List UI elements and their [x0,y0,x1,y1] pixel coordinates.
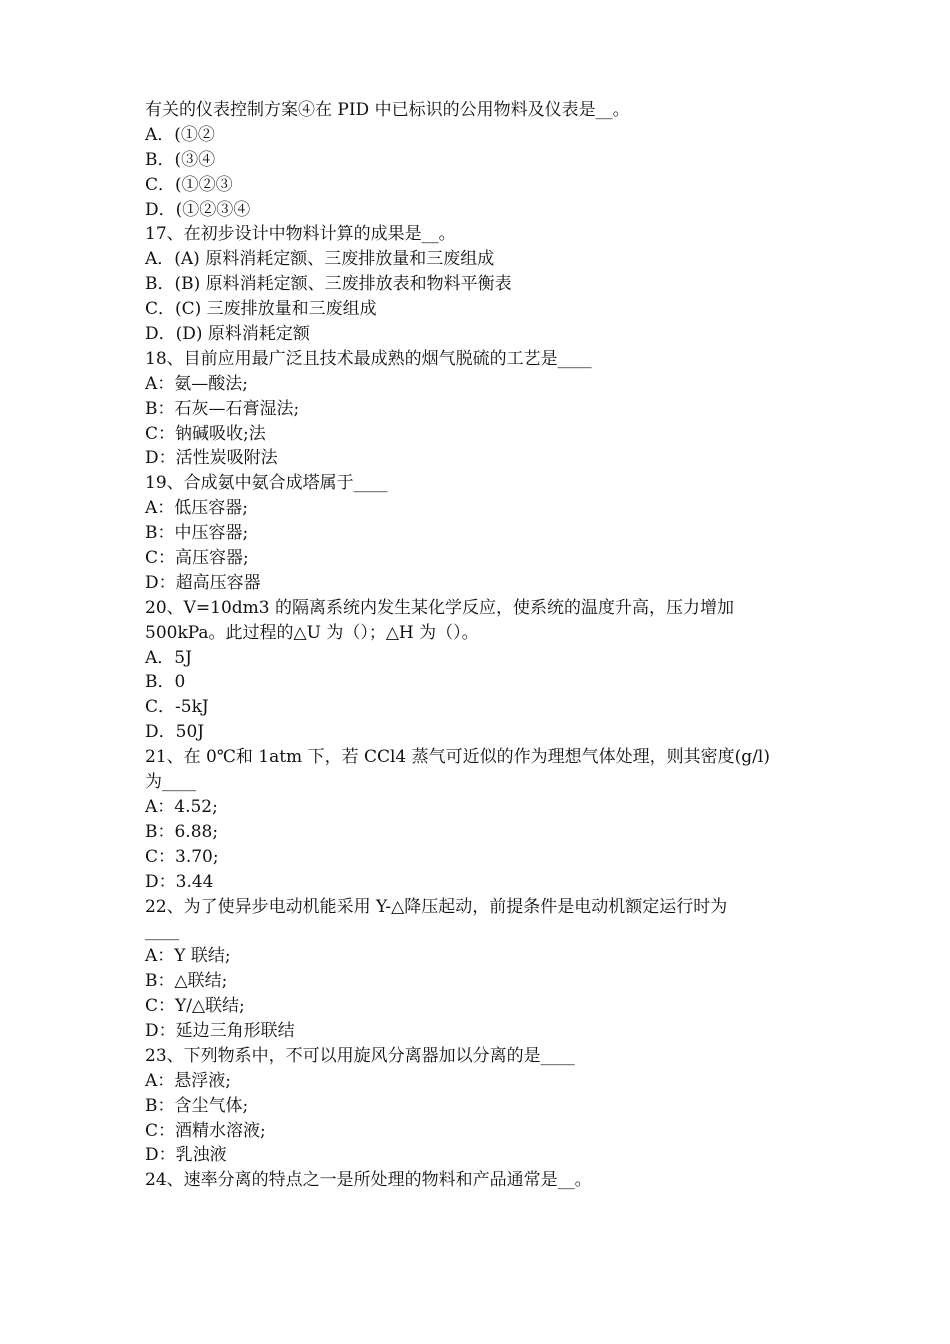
text-line: B．(③④ [145,149,216,170]
text-line: B：6.88; [145,821,219,842]
text-line: A：低压容器; [145,498,249,519]
text-line: A．5J [145,647,192,668]
text-line: D．(D) 原料消耗定额 [145,324,310,345]
text-line: A：4.52; [145,796,218,817]
text-line: B：△联结; [145,971,228,992]
text-line: C．(①②③ [145,174,233,195]
text-line: C：高压容器; [145,548,249,569]
text-line: C．(C) 三废排放量和三废组成 [145,299,377,320]
text-line: C．-5kJ [145,697,209,718]
text-line: B．0 [145,672,186,693]
text-line: A：氨—酸法; [145,373,249,394]
text-line: 18、目前应用最广泛且技术最成熟的烟气脱硫的工艺是____ [145,348,592,369]
text-line: 有关的仪表控制方案④在 PID 中已标识的公用物料及仪表是__。 [145,100,630,120]
text-line: B：中压容器; [145,523,249,544]
text-line: 22、为了使异步电动机能采用 Y-△降压起动，前提条件是电动机额定运行时为 [145,896,728,917]
text-line: B：含尘气体; [145,1095,249,1116]
text-line: 23、下列物系中，不可以用旋风分离器加以分离的是____ [145,1045,575,1066]
text-line: D．(①②③④ [145,199,251,220]
text-line: C：3.70; [145,846,219,867]
text-line: A：Y 联结; [145,946,231,967]
text-line: A．(①② [145,124,215,145]
text-line: C：Y/△联结; [145,996,245,1017]
text-line: 500kPa。此过程的△U 为（）；△H 为（）。 [145,622,479,643]
text-line: 17、在初步设计中物料计算的成果是__。 [145,224,456,245]
text-line: D：延边三角形联结 [145,1020,295,1041]
text-line: D：乳浊液 [145,1145,227,1166]
text-line: A．(A) 原料消耗定额、三废排放量和三废组成 [145,249,495,270]
text-line: B：石灰—石膏湿法; [145,398,300,419]
text-line: 20、V=10dm3 的隔离系统内发生某化学反应，使系统的温度升高，压力增加 [145,597,735,618]
text-line: A：悬浮液; [145,1070,232,1091]
text-line: 24、速率分离的特点之一是所处理的物料和产品通常是__。 [145,1170,592,1191]
text-line: D：活性炭吸附法 [145,448,278,469]
text-line: D：超高压容器 [145,572,261,593]
text-line: C：钠碱吸收;法 [145,423,266,444]
text-line: D：3.44 [145,871,214,892]
text-line: ____ [145,921,179,942]
document-body [145,98,825,1193]
text-line: D．50J [145,722,205,743]
text-line: C：酒精水溶液; [145,1120,266,1141]
text-line: B．(B) 原料消耗定额、三废排放表和物料平衡表 [145,274,512,295]
text-line: 21、在 0℃和 1atm 下，若 CCl4 蒸气可近似的作为理想气体处理，则其密度(g/l) [145,747,770,768]
text-line: 为____ [145,772,196,793]
text-line: 19、合成氨中氨合成塔属于____ [145,473,388,494]
